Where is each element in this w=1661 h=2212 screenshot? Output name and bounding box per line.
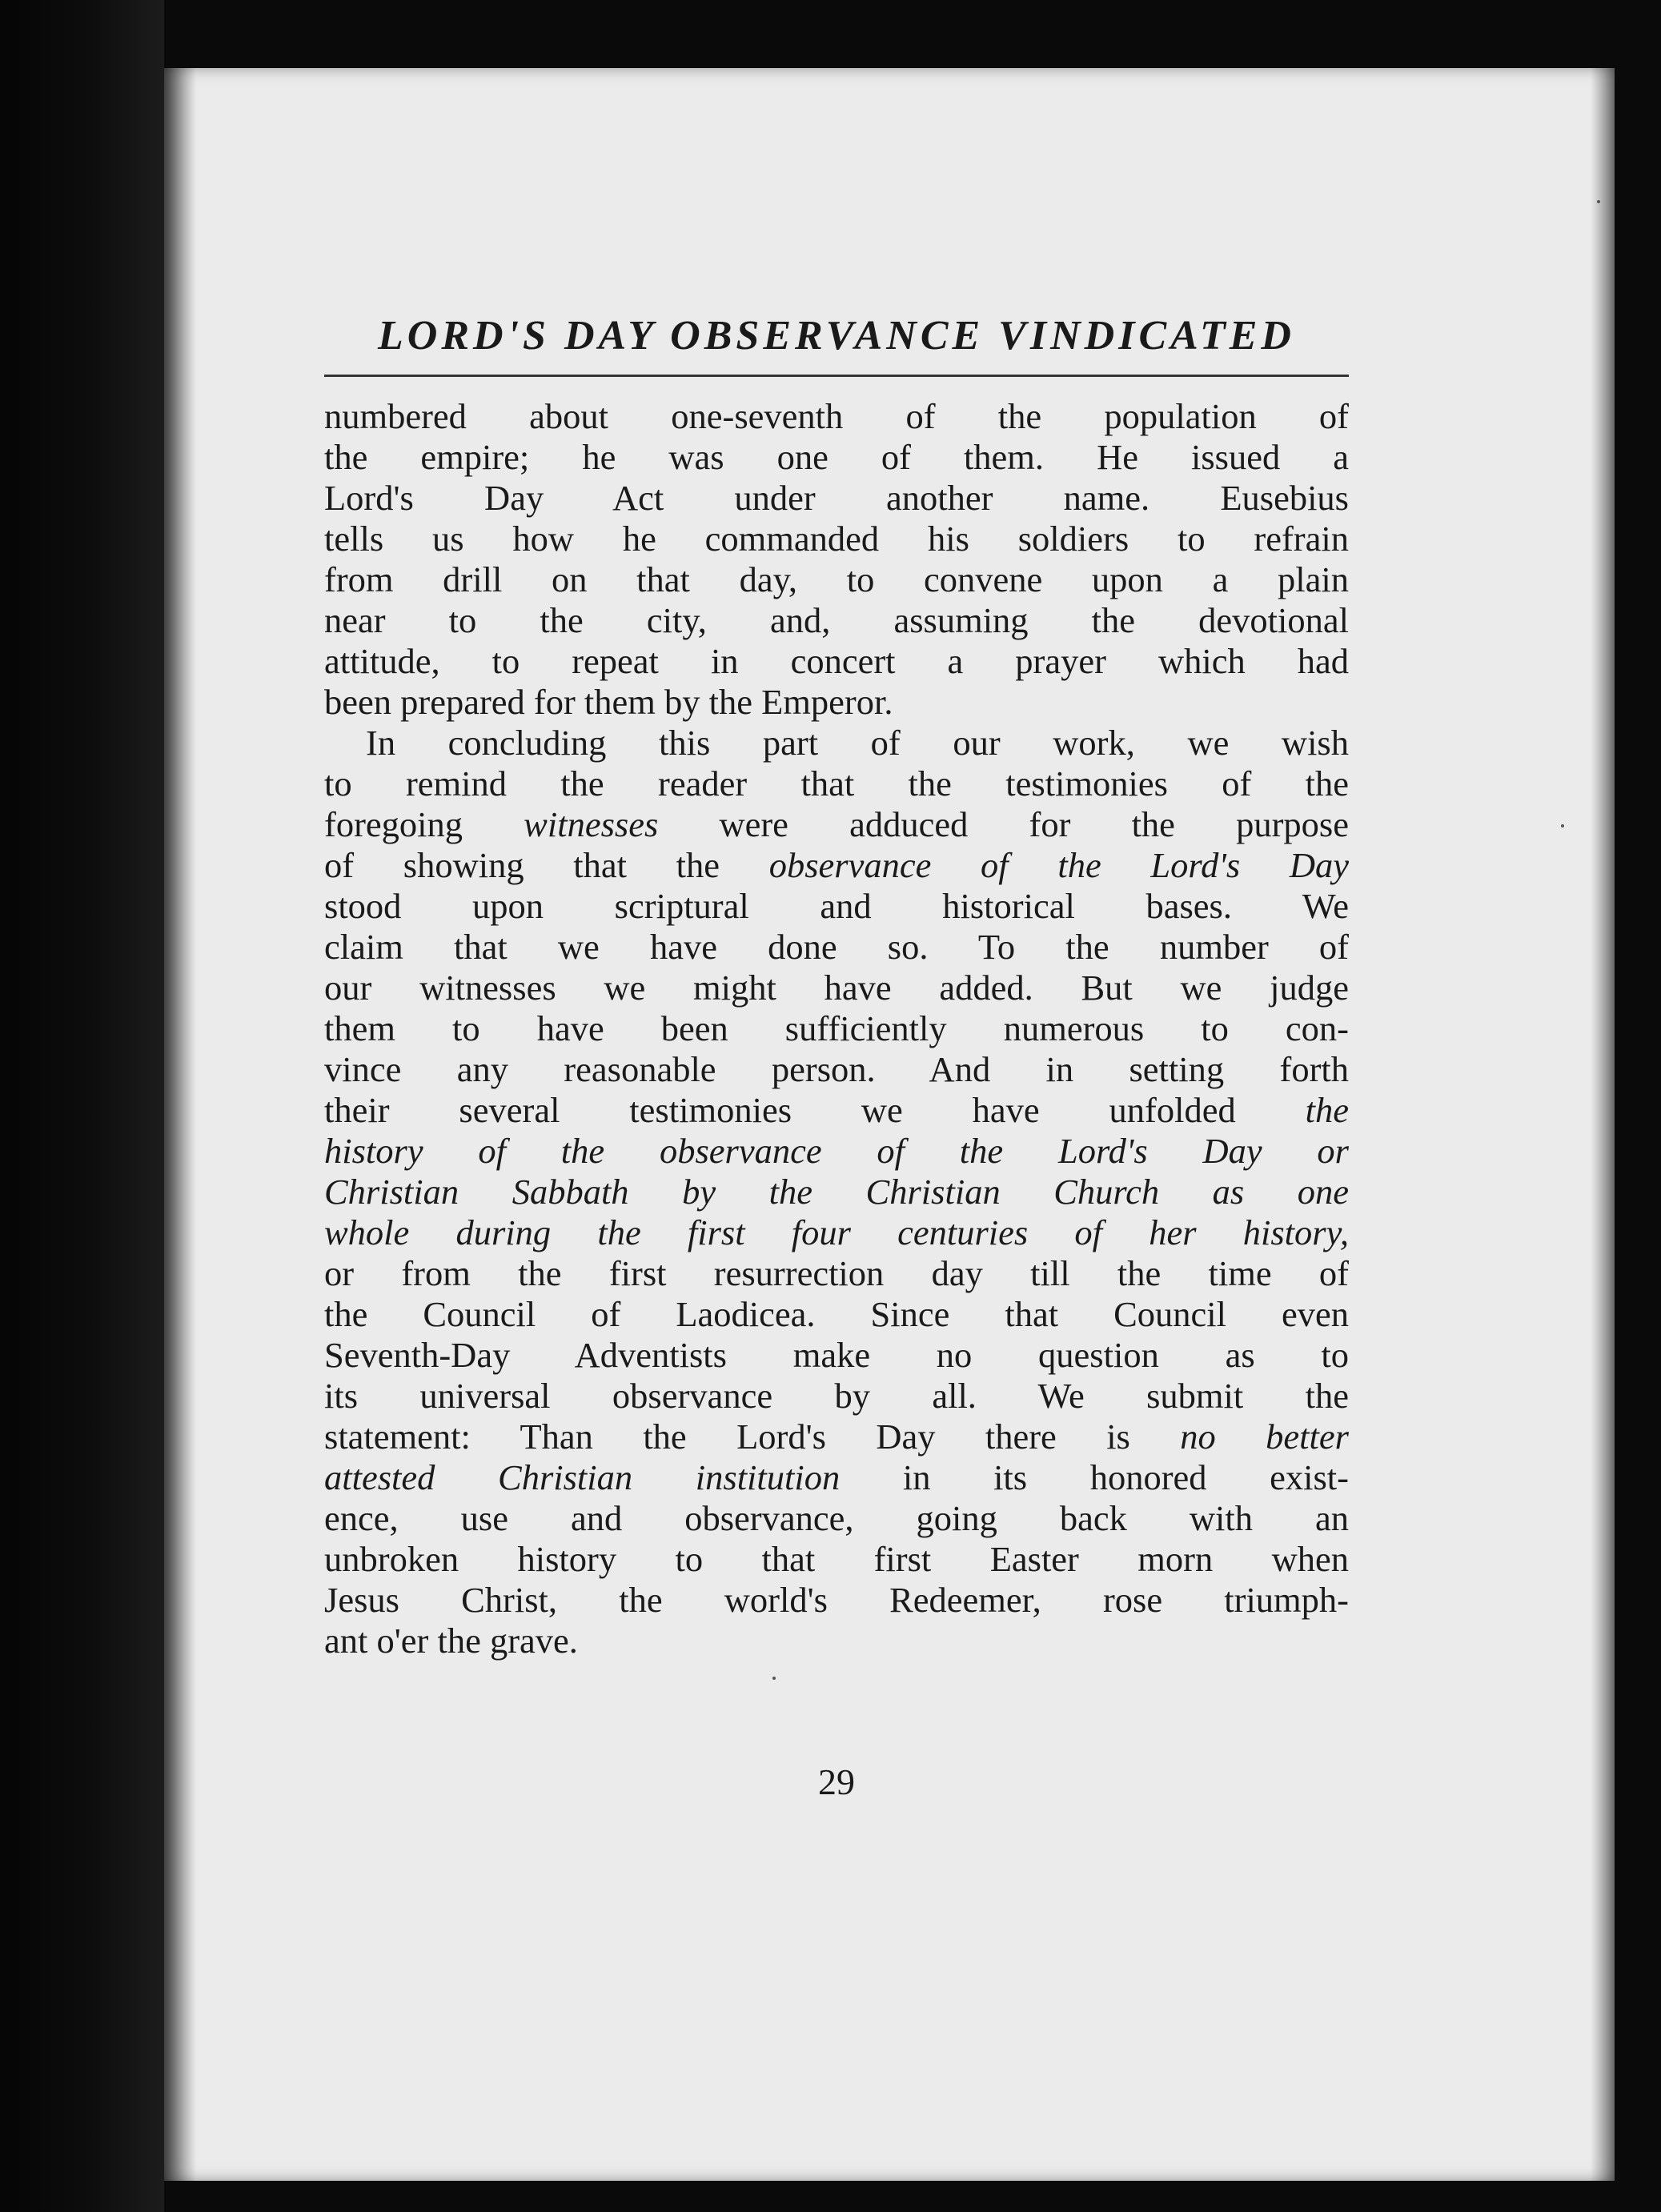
text-line <box>324 1131 1349 1172</box>
text-run: the empire; he was one of them. He issued a <box>324 437 1349 477</box>
running-head: LORD'S DAY OBSERVANCE VINDICATED <box>378 313 1295 359</box>
text-run: foregoing <box>324 804 524 844</box>
text-run: were adduced for the purpose <box>658 804 1349 844</box>
page-right-edge <box>1591 68 1615 2181</box>
text-line <box>324 1376 1349 1417</box>
text-line <box>324 723 1349 763</box>
text-run: its universal observance by all. We submit the <box>324 1376 1349 1416</box>
text-run: attitude, to repeat in concert a prayer which had <box>324 641 1349 681</box>
text-line <box>324 1335 1349 1376</box>
text-run: statement: Than the Lord's Day there is <box>324 1417 1181 1457</box>
text-line <box>324 1212 1349 1253</box>
italic-run: attested Christian institution <box>324 1457 841 1497</box>
text-line <box>324 1253 1349 1294</box>
running-head-rule <box>324 375 1349 377</box>
text-line <box>324 927 1349 968</box>
text-run: unbroken history to that first Easter morn when <box>324 1539 1349 1579</box>
text-run: been prepared for them by the Emperor. <box>324 682 893 722</box>
text-line <box>324 396 1349 437</box>
text-run: ant o'er the grave. <box>324 1621 578 1661</box>
text-line <box>324 641 1349 682</box>
body-text <box>324 396 1349 1661</box>
text-line <box>324 845 1349 886</box>
italic-run: whole during the first four centuries of her history, <box>324 1212 1349 1252</box>
paper-speck <box>1561 824 1564 827</box>
text-line <box>324 1457 1349 1498</box>
text-run: in its honored exist- <box>840 1457 1349 1497</box>
text-line <box>324 763 1349 804</box>
italic-run: witnesses <box>524 804 659 844</box>
text-run: from drill on that day, to convene upon a plain <box>324 559 1349 599</box>
text-line <box>324 1417 1349 1457</box>
text-line <box>324 478 1349 519</box>
text-run: them to have been sufficiently numerous to con- <box>324 1008 1349 1048</box>
text-line <box>324 1539 1349 1580</box>
text-line <box>324 1498 1349 1539</box>
text-line <box>324 600 1349 641</box>
text-line <box>324 1008 1349 1049</box>
text-line <box>324 1090 1349 1131</box>
text-line <box>324 1294 1349 1335</box>
text-run: the Council of Laodicea. Since that Council even <box>324 1294 1349 1334</box>
text-line <box>324 1172 1349 1212</box>
text-run: tells us how he commanded his soldiers to refrain <box>324 519 1349 559</box>
text-run: numbered about one-seventh of the population of <box>324 396 1349 436</box>
text-line <box>324 1049 1349 1090</box>
italic-run: Christian Sabbath by the Christian Church as one <box>324 1172 1349 1212</box>
text-line <box>324 968 1349 1008</box>
text-run: our witnesses we might have added. But we judge <box>324 968 1349 1008</box>
text-run: or from the first resurrection day till the time of <box>324 1253 1349 1293</box>
book-page <box>164 68 1615 2181</box>
text-line <box>324 437 1349 478</box>
text-line <box>324 804 1349 845</box>
text-run: In concluding this part of our work, we wish <box>366 723 1349 763</box>
text-run: Jesus Christ, the world's Redeemer, rose triumph- <box>324 1580 1349 1620</box>
text-line <box>324 1580 1349 1621</box>
text-run: stood upon scriptural and historical bases. We <box>324 886 1349 926</box>
italic-run: history of the observance of the Lord's Day or <box>324 1131 1349 1171</box>
italic-run: no better <box>1180 1417 1349 1457</box>
page-gutter-shade <box>164 68 196 2181</box>
text-run: to remind the reader that the testimonies of the <box>324 763 1349 803</box>
italic-run: observance of the Lord's Day <box>768 845 1349 885</box>
text-run: Seventh-Day Adventists make no question as to <box>324 1335 1349 1375</box>
text-line <box>324 559 1349 600</box>
text-line <box>324 886 1349 927</box>
page-number: 29 <box>818 1761 855 1802</box>
paper-speck <box>1597 200 1600 203</box>
text-run: near to the city, and, assuming the devotional <box>324 600 1349 640</box>
text-run: vince any reasonable person. And in setting forth <box>324 1049 1349 1089</box>
scan-left-edge <box>0 0 164 2212</box>
text-run: of showing that the <box>324 845 769 885</box>
text-line <box>324 1621 1349 1661</box>
text-run: claim that we have done so. To the number of <box>324 927 1349 967</box>
paper-speck <box>772 1677 776 1680</box>
text-line <box>324 519 1349 559</box>
text-run: ence, use and observance, going back with an <box>324 1498 1349 1538</box>
italic-run: the <box>1305 1090 1349 1130</box>
text-line <box>324 682 1349 723</box>
text-run: Lord's Day Act under another name. Eusebius <box>324 478 1349 518</box>
text-run: their several testimonies we have unfolded <box>324 1090 1306 1130</box>
